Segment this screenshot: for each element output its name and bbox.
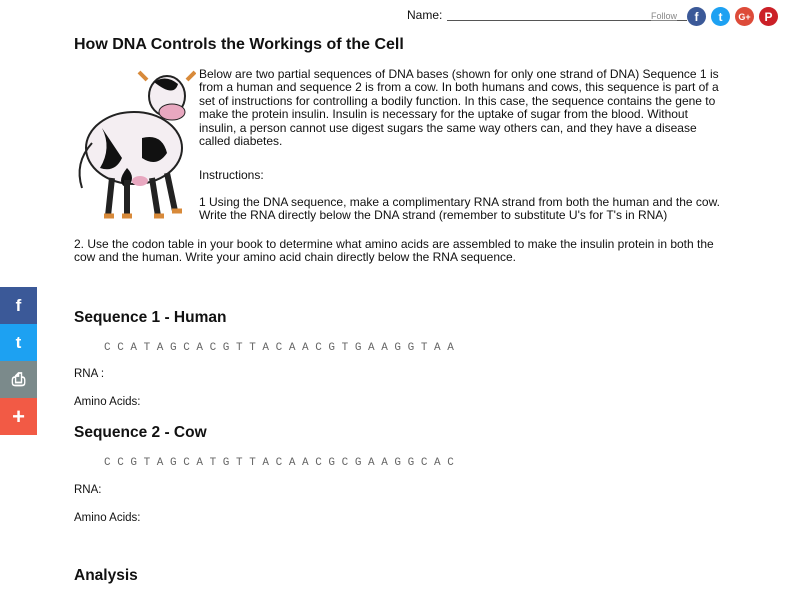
cow-illustration [72,68,196,222]
instruction-step-1: 1 Using the DNA sequence, make a complimentary RNA strand from both the human and the cow. Write the RNA directly below the DNA strand (remember to substitute U's for T's in RNA) [199,195,720,223]
share-twitter-button[interactable]: t [0,324,37,361]
sequence-1-rna-label: RNA : [74,368,105,380]
facebook-icon[interactable]: f [687,7,706,26]
intro-paragraph: Below are two partial sequences of DNA bases (shown for only one strand of DNA) Sequence 1 is from a human and sequence 2 is from a cow. In both humans and cows, this sequence is part of a set of instructions for controlling a bodily function. In this case, the sequence contains the gene to make the protein insulin. Insulin is necessary for the uptake of sugar from the blood. Without insulin, a person cannot use digest sugars the same way others can, and they have a disease called diabetes. [199,67,719,149]
more-share-button[interactable]: + [0,398,37,435]
page-title: How DNA Controls the Workings of the Cell [74,36,404,53]
instruction-step-2: 2. Use the codon table in your book to determine what amino acids are assembled to make the insulin protein in both the cow and the human. Write your amino acid chain directly below the RNA sequence. [74,237,714,265]
sequence-2-amino-label: Amino Acids: [74,512,141,524]
sequence-2-title: Sequence 2 - Cow [74,424,207,441]
instructions-label: Instructions: [199,168,264,182]
follow-link[interactable]: Follow [651,11,678,21]
sequence-1-amino-label: Amino Acids: [74,396,141,408]
sequence-2-rna-label: RNA: [74,484,102,496]
google-plus-icon[interactable]: G+ [735,7,754,26]
sequence-1-dna: CCATAGCACGTTACAACGTGAAGGTAA [104,342,461,354]
sequence-2-dna: CCGTAGCATGTTACAACGCGAAGGCAC [104,457,461,469]
analysis-heading: Analysis [74,567,138,584]
share-facebook-button[interactable]: f [0,287,37,324]
sequence-1-title: Sequence 1 - Human [74,309,227,326]
name-label: Name: [407,8,443,22]
print-button[interactable]: ⎙ [0,361,37,398]
twitter-icon[interactable]: t [711,7,730,26]
pinterest-icon[interactable]: P [759,7,778,26]
